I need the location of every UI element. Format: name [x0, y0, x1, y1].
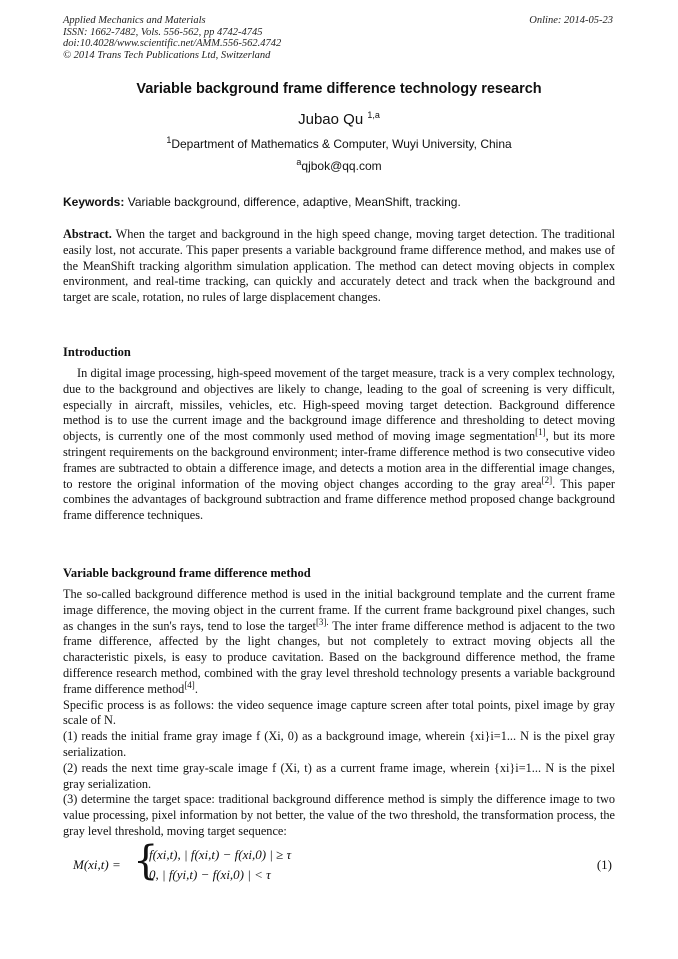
abstract-text: When the target and background in the high speed change, moving target detection. The traditional easily lost, not accurate. This paper presents a variable background frame difference method, and makes use of the MeanShift tracking algorithm simulation application. The method can detect moving objects in complex environment, and real-time tracking, can quickly and accurately detect and track when the background and target are scale, rotation, no rules of large displacement changes.: [63, 227, 615, 305]
affiliation-sup: 1: [166, 135, 172, 145]
author-email: [0, 159, 678, 173]
keywords-text: Variable background, difference, adaptive, MeanShift, tracking.: [127, 195, 461, 209]
doi-line: doi:10.4028/www.scientific.net/AMM.556-562.4742: [63, 38, 282, 49]
process-paragraph: Specific process is as follows: the video sequence image capture screen after total points, pixel image by gray scale of N.: [63, 697, 615, 728]
journal-header: [63, 15, 281, 61]
citation-3: [3].: [315, 616, 329, 627]
email-text: qjbok@qq.com: [301, 159, 382, 173]
sec2-text-3: .: [194, 681, 198, 696]
introduction-body: [63, 366, 615, 524]
citation-2: [2]: [541, 474, 553, 485]
step-3: (3) determine the target space: traditional background difference method is simply the difference image to two value processing, pixel information by not better, the value of the two threshold, the transformation process, the gray level threshold, moving target sequence:: [63, 792, 615, 838]
equation-number: (1): [596, 857, 612, 872]
introduction-heading: Introduction: [63, 345, 131, 359]
citation-4: [4]: [184, 679, 195, 690]
author-line: [0, 111, 678, 128]
section2-body: [63, 587, 615, 840]
email-sup: a: [296, 157, 302, 167]
journal-name: Applied Mechanics and Materials: [63, 15, 206, 26]
copyright-line: © 2014 Trans Tech Publications Ltd, Switzerland: [63, 49, 271, 61]
step-1: (1) reads the initial frame gray image f (Xi, 0) as a background image, wherein {xi}i=1... N is the pixel gray serialization.: [63, 729, 615, 759]
sec2-text-2: The inter frame difference method is adjacent to the two frame difference, affected by the light changes, but not completely to extract moving objects all the characteristic pixels, is easy to produce cavitation. Based on the background difference method, the frame difference research method, combined with the gray level threshold technology presents a variable background frame difference method: [63, 618, 615, 696]
intro-text-3: . This paper combines the advantages of background subtraction and frame difference method proposed change background frame difference techniques.: [63, 476, 616, 523]
abstract: [63, 227, 615, 306]
sec2-text-1: The so-called background difference method is used in the initial background template and the current frame image difference, the moving object in the current frame. If the current frame background pixel changes, such as changes in the sun's rays, tend to lose the target: [63, 587, 615, 633]
section2-heading: Variable background frame difference method: [63, 566, 311, 580]
equation-1: [63, 838, 615, 885]
online-date: Online: 2014-05-23: [529, 15, 613, 26]
intro-text-1: In digital image processing, high-speed movement of the target measure, track is a very complex technology, due to the background and objectives are likely to change, leading to the goal of screening is very difficult, especially in aircraft, missiles, vehicles, etc. High-speed moving target detection. Background difference method is to use the current image and the background image difference and thresholding to detect moving objects, is currently one of the most commonly used method of moving image segmentation: [63, 366, 615, 444]
equation-lhs: M(xi,t) =: [73, 857, 121, 872]
step-2: (2) reads the next time gray-scale image f (Xi, t) as a current frame image, wherein {xi}i=1... N is the pixel gray serialization.: [63, 760, 615, 791]
affiliation-text: Department of Mathematics & Computer, Wuyi University, China: [171, 137, 512, 151]
paper-title: Variable background frame difference technology research: [136, 81, 542, 97]
keywords-label: Keywords:: [63, 195, 125, 209]
issn-line: ISSN: 1662-7482, Vols. 556-562, pp 4742-4745: [63, 26, 263, 38]
author-name: Jubao Qu: [298, 111, 364, 128]
intro-text-2: , but its more stringent requirements on the background environment; inter-frame difference method is two consecutive video frames are subtracted to obtain a difference image, and detects a motion area in the differential image changes, to restore the original information of the moving object changes according to the gray area: [63, 429, 615, 491]
equation-case-1: f(xi,t), | f(xi,t) − f(xi,0) | ≥ τ: [149, 847, 292, 862]
citation-1: [1]: [535, 427, 546, 438]
equation-brace: {: [133, 838, 159, 884]
author-sup: 1,a: [367, 110, 380, 120]
keywords: [63, 195, 615, 209]
abstract-label: Abstract.: [63, 227, 112, 241]
affiliation: [0, 137, 678, 151]
equation-case-2: 0, | f(yi,t) − f(xi,0) | < τ: [149, 867, 271, 882]
